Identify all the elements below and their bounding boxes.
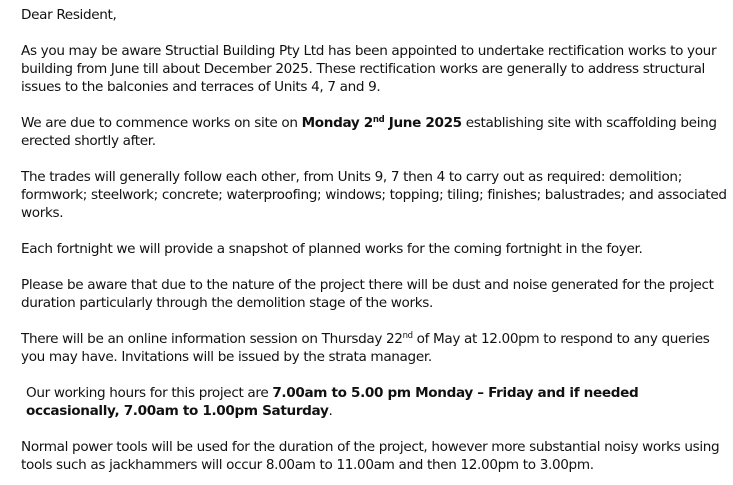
paragraph-appointment: As you may be aware Structial Building Pty Ltd has been appointed to undertake rectification works to your building from June till about December 2025. These rectification works are generally to address structural issues to the balconies and terraces of Units 4, 7 and 9. xyxy=(21,43,717,95)
letter-body xyxy=(21,6,727,474)
commencement-text-after: establishing site with scaffolding being erected shortly after. xyxy=(21,115,717,149)
info-session-text-after: of May at 12.00pm to respond to any queries you may have. Invitations will be issued by the strata manager. xyxy=(21,331,710,365)
working-hours-bold: 7.00am to 5.00 pm Monday – Friday and if needed occasionally, 7.00am to 1.00pm Saturday xyxy=(26,385,639,419)
paragraph-info-session xyxy=(21,330,727,366)
paragraph-commencement xyxy=(21,114,727,150)
paragraph-power-tools: Normal power tools will be used for the duration of the project, however more substantial noisy works using tools such as jackhammers will occur 8.00am to 11.00am and then 12.00pm to 3.00pm. xyxy=(21,439,720,473)
working-hours-text-before: Our working hours for this project are xyxy=(26,385,273,401)
working-hours-text-after: . xyxy=(328,403,333,419)
info-session-text-before: There will be an online information session on Thursday 22 xyxy=(21,331,403,347)
paragraph-fortnightly-snapshot: Each fortnight we will provide a snapshot of planned works for the coming fortnight in the foyer. xyxy=(21,241,643,257)
commencement-date xyxy=(302,115,462,131)
paragraph-dust-noise: Please be aware that due to the nature of the project there will be dust and noise generated for the project duration particularly through the demolition stage of the works. xyxy=(21,277,714,311)
commencement-date-suffix: nd xyxy=(372,115,385,126)
paragraph-working-hours xyxy=(21,384,727,420)
paragraph-trades: The trades will generally follow each other, from Units 9, 7 then 4 to carry out as required: demolition; formwork; steelwork; concrete; waterproofing; windows; topping; tiling; finishes; balustrades; and associated works. xyxy=(21,169,727,221)
commencement-date-day: Monday 2 xyxy=(301,115,373,131)
commencement-date-month-year: June 2025 xyxy=(384,115,462,131)
commencement-text-before: We are due to commence works on site on xyxy=(21,115,302,131)
info-session-date-suffix: nd xyxy=(402,331,413,342)
greeting: Dear Resident, xyxy=(21,7,117,23)
